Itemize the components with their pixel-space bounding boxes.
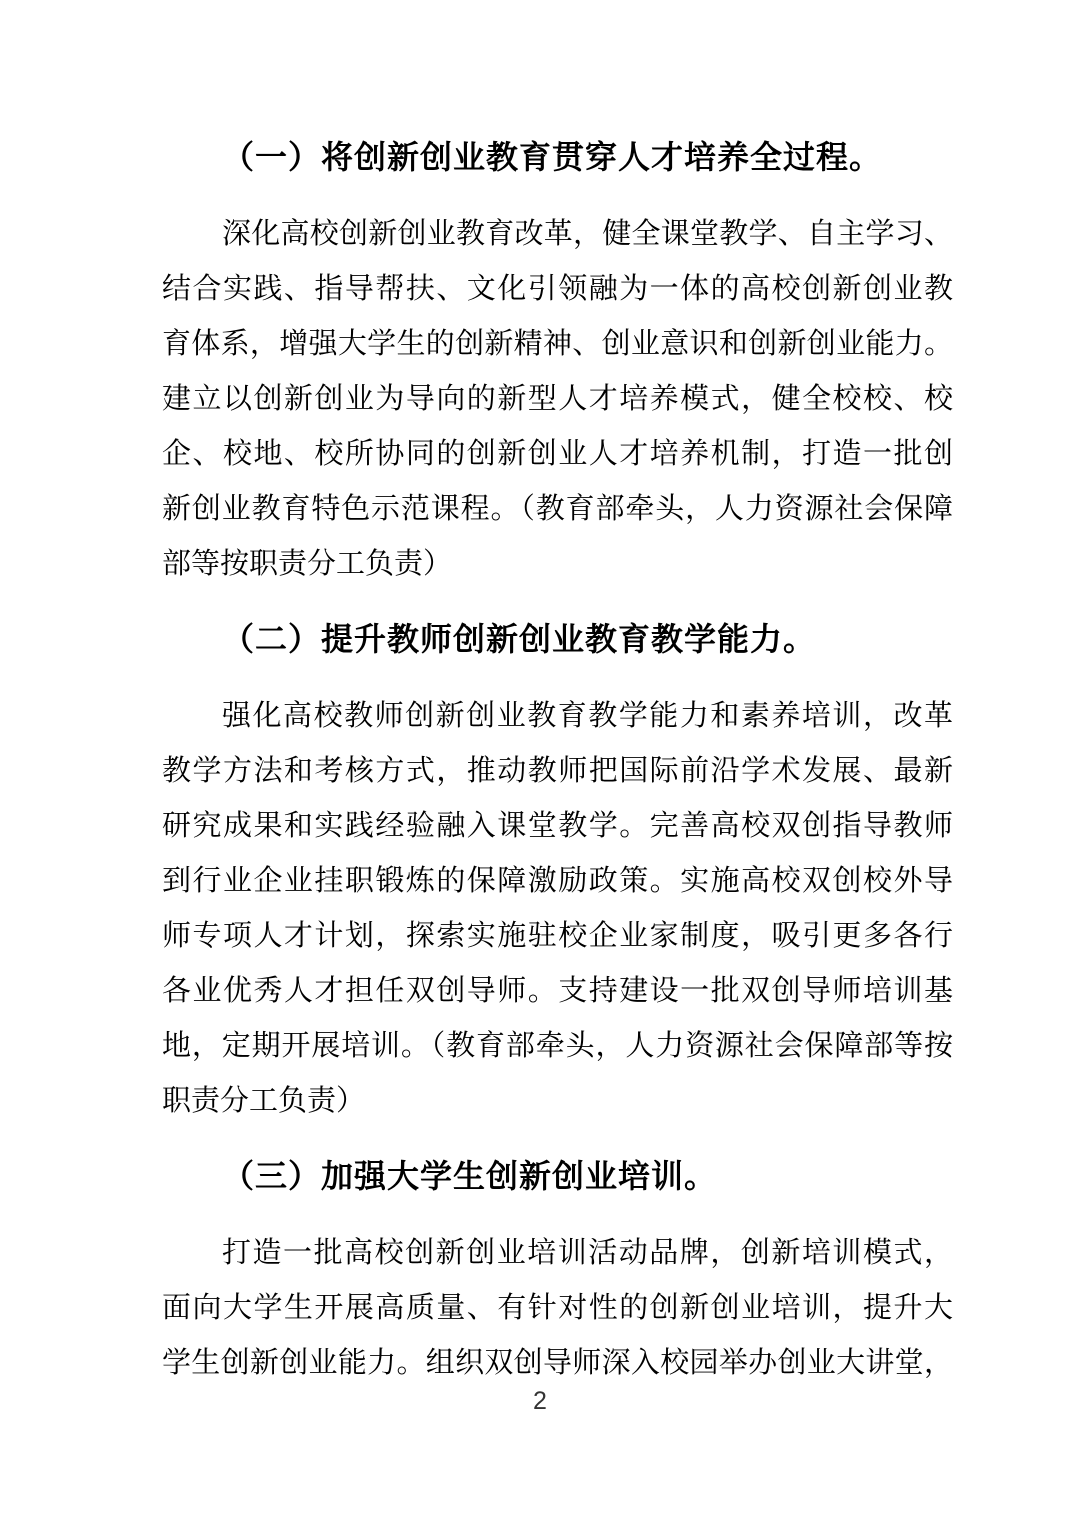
section-heading-1: （一）将创新创业教育贯穿人才培养全过程。 [222, 139, 883, 175]
paragraph-line: 到行业企业挂职锻炼的保障激励政策。实施高校双创校外导 [162, 865, 953, 897]
paragraph-line: 学生创新创业能力。组织双创导师深入校园举办创业大讲堂， [162, 1347, 953, 1379]
section-paragraph-3 [162, 1226, 953, 1391]
paragraph-line: 师专项人才计划，探索实施驻校企业家制度，吸引更多各行 [162, 920, 953, 952]
paragraph-line: 各业优秀人才担任双创导师。支持建设一批双创导师培训基 [162, 975, 953, 1007]
paragraph-line: 部等按职责分工负责） [162, 548, 453, 580]
paragraph-line: 育体系，增强大学生的创新精神、创业意识和创新创业能力。 [162, 328, 953, 360]
paragraph-line: 强化高校教师创新创业教育教学能力和素养培训，改革 [222, 700, 953, 732]
paragraph-line: 建立以创新创业为导向的新型人才培养模式，健全校校、校 [162, 383, 953, 415]
paragraph-line: 企、校地、校所协同的创新创业人才培养机制，打造一批创 [162, 438, 953, 470]
paragraph-line: 地，定期开展培训。（教育部牵头，人力资源社会保障部等按 [162, 1030, 953, 1062]
paragraph-line: 深化高校创新创业教育改革，健全课堂教学、自主学习、 [222, 218, 953, 250]
document-body [162, 130, 953, 1391]
paragraph-line: 研究成果和实践经验融入课堂教学。完善高校双创指导教师 [162, 810, 953, 842]
page-number: 2 [533, 1387, 547, 1415]
section-paragraph-2 [162, 689, 953, 1129]
paragraph-line: 新创业教育特色示范课程。（教育部牵头，人力资源社会保障 [162, 493, 953, 525]
paragraph-line: 打造一批高校创新创业培训活动品牌，创新培训模式， [222, 1237, 953, 1269]
paragraph-line: 结合实践、指导帮扶、文化引领融为一体的高校创新创业教 [162, 273, 953, 305]
paragraph-line: 面向大学生开展高质量、有针对性的创新创业培训，提升大 [162, 1292, 953, 1324]
paragraph-line: 教学方法和考核方式，推动教师把国际前沿学术发展、最新 [162, 755, 953, 787]
section-heading-2: （二）提升教师创新创业教育教学能力。 [222, 621, 817, 657]
section-paragraph-1 [162, 207, 953, 592]
paragraph-line: 职责分工负责） [162, 1085, 366, 1117]
section-heading-3: （三）加强大学生创新创业培训。 [222, 1158, 718, 1194]
